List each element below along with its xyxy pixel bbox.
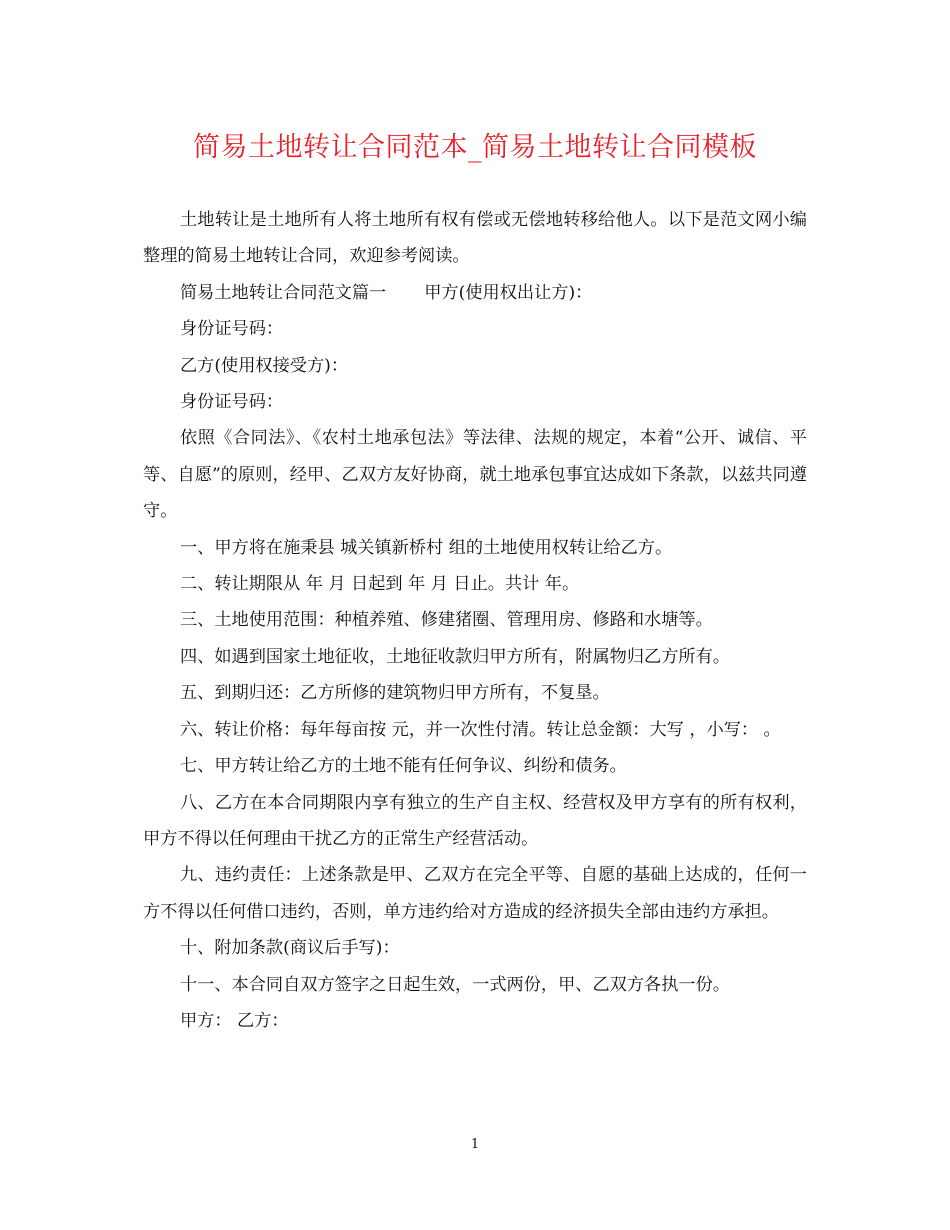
- party-b-label: 乙方(使用权接受方)：: [179, 355, 349, 376]
- intro-paragraph: 土地转让是土地所有人将土地所有权有偿或无偿地转移给他人。以下是范文网小编整理的简易土地转让合同，欢迎参考阅读。: [143, 210, 807, 267]
- document-body: [143, 202, 807, 1039]
- sample-heading-line: [143, 275, 807, 311]
- clause-8: 八、乙方在本合同期限内享有独立的生产自主权、经营权及甲方享有的所有权利，甲方不得以任何理由干扰乙方的正常生产经营活动。: [143, 792, 807, 849]
- clause-1: 一、甲方将在施秉县 城关镇新桥村 组的土地使用权转让给乙方。: [179, 537, 673, 558]
- clause-4: 四、如遇到国家土地征收，土地征收款归甲方所有，附属物归乙方所有。: [179, 646, 730, 667]
- preamble-paragraph: 依照《合同法》、《农村土地承包法》等法律、法规的规定，本着“公开、诚信、平等、自愿”的原则，经甲、乙双方友好协商，就土地承包事宜达成如下条款，以兹共同遵守。: [143, 428, 807, 522]
- clause-10: 十、附加条款(商议后手写)：: [179, 938, 400, 959]
- clause-9: 九、违约责任：上述条款是甲、乙双方在完全平等、自愿的基础上达成的，任何一方不得以任何借口违约，否则，单方违约给对方造成的经济损失全部由违约方承担。: [143, 865, 807, 922]
- sample-heading: 简易土地转让合同范文篇一: [179, 282, 387, 303]
- page-number: 1: [470, 1137, 480, 1152]
- party-a-label: 甲方(使用权出让方)：: [424, 282, 593, 303]
- clause-3: 三、土地使用范围：种植养殖、修建猪圈、管理用房、修路和水塘等。: [179, 610, 713, 631]
- clause-6: 六、转让价格：每年每亩按 元，并一次性付清。转让总金额：大写 ，小写： 。: [179, 719, 781, 740]
- clause-5: 五、到期归还：乙方所修的建筑物归甲方所有，不复垦。: [179, 683, 610, 704]
- party-a-id: 身份证号码：: [179, 319, 284, 340]
- clause-2: 二、转让期限从 年 月 日起到 年 月 日止。共计 年。: [179, 574, 580, 595]
- document-title: 简易土地转让合同范本_简易土地转让合同模板: [193, 132, 757, 163]
- clause-11: 十一、本合同自双方签字之日起生效，一式两份，甲、乙双方各执一份。: [179, 974, 730, 995]
- signature-line: 甲方： 乙方：: [179, 1010, 289, 1031]
- party-b-id: 身份证号码：: [179, 392, 284, 413]
- clause-7: 七、甲方转让给乙方的土地不能有任何争议、纠纷和债务。: [179, 756, 627, 777]
